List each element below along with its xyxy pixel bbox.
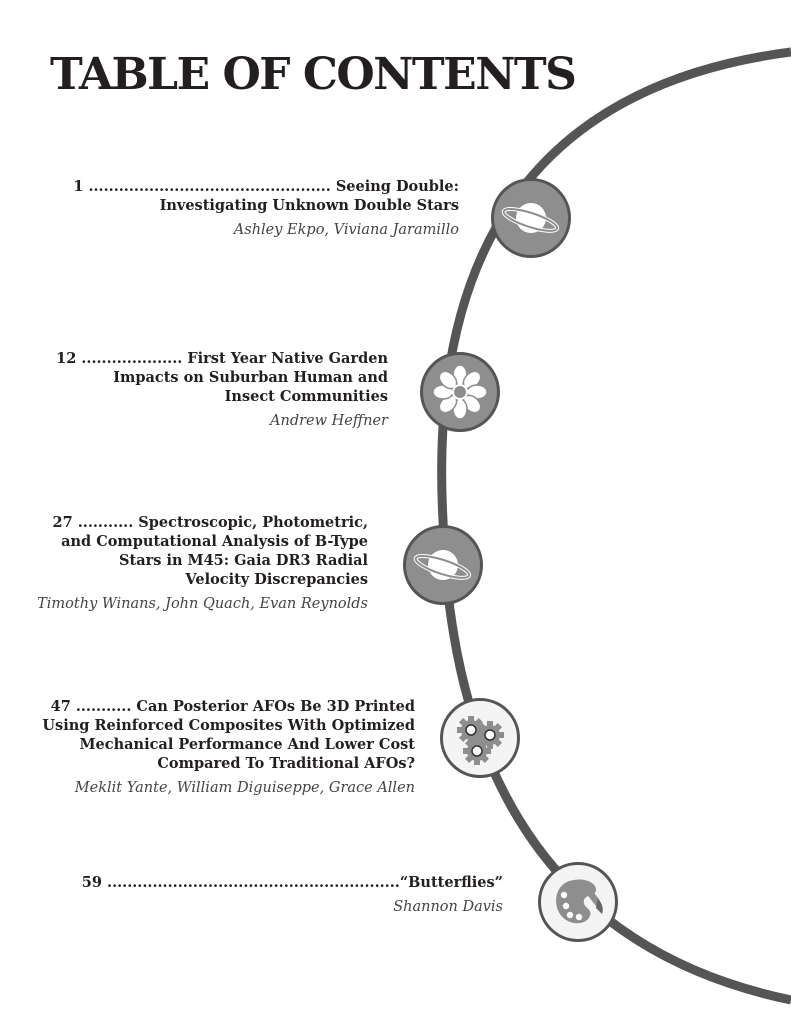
planet-icon <box>491 178 571 258</box>
toc-entry[interactable] <box>56 349 388 431</box>
page-title: TABLE OF CONTENTS <box>50 49 576 100</box>
toc-entry[interactable] <box>37 513 368 614</box>
entry-title-line: Impacts on Suburban Human and <box>113 369 388 386</box>
entry-title-line: 12 .................... First Year Native Garden <box>56 350 388 367</box>
palette-icon <box>538 862 618 942</box>
entry-title-line: Insect Communities <box>224 388 388 405</box>
entry-title-line: Investigating Unknown Double Stars <box>159 197 459 214</box>
gears-icon <box>440 698 520 778</box>
entry-authors: Andrew Heffner <box>270 413 388 429</box>
entry-title-line: 59 ..........................................................“Butterflies” <box>81 874 503 891</box>
toc-entry[interactable] <box>82 873 503 917</box>
planet-icon <box>403 525 483 605</box>
entry-title-line: 1 ................................................ Seeing Double: <box>73 178 459 195</box>
entry-title-line: Stars in M45: Gaia DR3 Radial <box>119 552 368 569</box>
entry-title-line: Mechanical Performance And Lower Cost <box>79 736 415 753</box>
entry-authors: Timothy Winans, John Quach, Evan Reynolds <box>37 596 368 612</box>
toc-entry[interactable] <box>73 177 459 240</box>
toc-entry[interactable] <box>42 697 415 798</box>
entry-title-line: 27 ........... Spectroscopic, Photometric, <box>52 514 368 531</box>
entry-authors: Ashley Ekpo, Viviana Jaramillo <box>233 222 459 238</box>
entry-authors: Shannon Davis <box>393 899 503 915</box>
entry-authors: Meklit Yante, William Diguiseppe, Grace Allen <box>74 780 415 796</box>
entry-title-line: Velocity Discrepancies <box>185 571 368 588</box>
flower-icon <box>420 352 500 432</box>
entry-title-line: Compared To Traditional AFOs? <box>157 755 415 772</box>
entry-title-line: and Computational Analysis of B-Type <box>61 533 368 550</box>
entry-title-line: 47 ........... Can Posterior AFOs Be 3D Printed <box>50 698 415 715</box>
entry-title-line: Using Reinforced Composites With Optimized <box>42 717 415 734</box>
